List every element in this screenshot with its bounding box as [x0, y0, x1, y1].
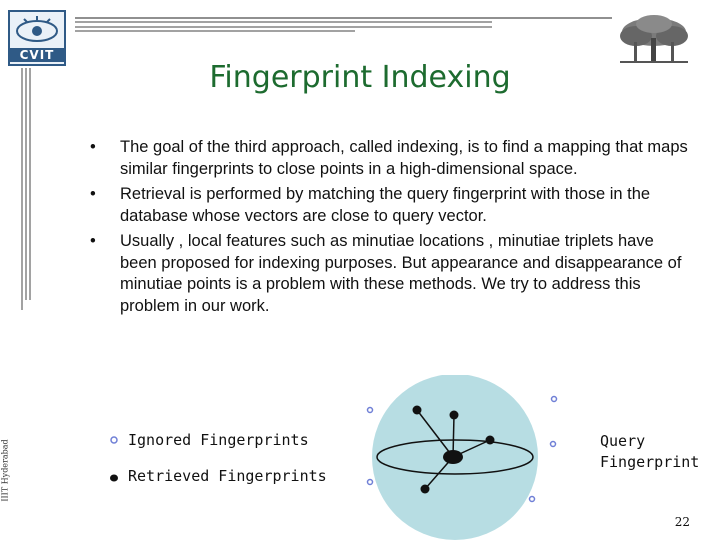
bullet-text: Usually , local features such as minutiae locations , minutiae triplets have been proposed for indexing purposes. But appearance and disappearance of minutiae points is a problem with these methods. We try to address this problem in our work.: [120, 232, 682, 315]
legend-markers: [106, 432, 122, 492]
retrieved-point: [421, 485, 430, 494]
ignored-point: [368, 480, 373, 485]
bullet-list: [88, 137, 688, 321]
bullet-dot-icon: •: [90, 185, 96, 203]
page-number: 22: [674, 515, 690, 529]
query-label-line: Fingerprint: [600, 453, 700, 471]
query-label-line: Query: [600, 432, 646, 450]
ignored-point: [368, 408, 373, 413]
query-fingerprint-label: [600, 431, 699, 473]
retrieved-point: [450, 411, 459, 420]
bullet-text: Retrieval is performed by matching the query fingerprint with those in the database whose vectors are close to query vector.: [120, 185, 651, 225]
ignored-point-icon: [111, 437, 117, 443]
retrieved-point: [486, 436, 495, 445]
query-point: [443, 450, 463, 464]
legend-ignored-label: Ignored Fingerprints: [128, 431, 309, 449]
bullet-text: The goal of the third approach, called indexing, is to find a mapping that maps similar fingerprints to close points in a high-dimensional space.: [120, 138, 688, 178]
bullet-item: [88, 184, 688, 227]
retrieved-point: [413, 406, 422, 415]
side-credit: IIIT Hyderabad: [0, 439, 10, 502]
ignored-point: [530, 497, 535, 502]
bullet-dot-icon: •: [90, 138, 96, 156]
bullet-item: [88, 137, 688, 180]
bullet-dot-icon: •: [90, 232, 96, 250]
logo-text: CVIT: [10, 48, 64, 62]
bullet-item: [88, 231, 688, 317]
slide-title: Fingerprint Indexing: [209, 60, 511, 95]
ignored-point: [551, 442, 556, 447]
legend-retrieved-label: Retrieved Fingerprints: [128, 467, 327, 485]
retrieved-point-icon: [110, 475, 118, 482]
ignored-point: [552, 397, 557, 402]
